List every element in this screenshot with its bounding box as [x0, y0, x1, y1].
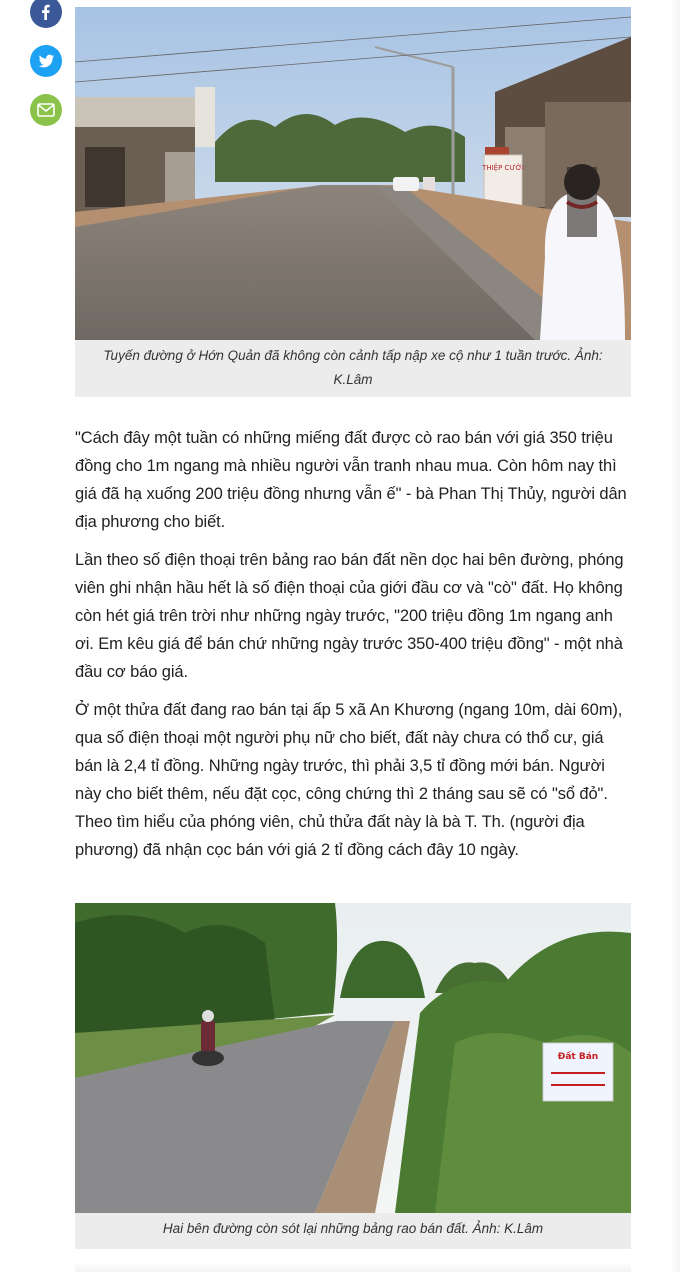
figure-caption: Hai bên đường còn sót lại những bảng rao bán đất. Ảnh: K.Lâm — [162, 1221, 544, 1236]
twitter-icon — [38, 53, 55, 70]
figure-rural-road-photo — [75, 903, 631, 1249]
figure-street-photo — [75, 7, 631, 397]
article-body — [75, 424, 635, 874]
page-fade — [75, 1262, 631, 1272]
street-photo — [75, 7, 631, 340]
paragraph: Ở một thửa đất đang rao bán tại ấp 5 xã An Khương (ngang 10m, dài 60m), qua số điện thoại một người phụ nữ cho biết, đất này chưa có thổ cư, giá bán là 2,4 tỉ đồng. Những ngày trước, thì phải 3,5 tỉ đồng mới bán. Người này cho biết thêm, nếu đặt cọc, công chứng thì 2 tháng sau sẽ có "sổ đỏ". Theo tìm hiểu của phóng viên, chủ thửa đất này là bà T. Th. (người địa phương) đã nhận cọc bán với giá 2 tỉ đồng cách đây 10 ngày. — [75, 701, 623, 859]
paragraph: "Cách đây một tuần có những miếng đất được cò rao bán với giá 350 triệu đồng cho 1m ngang mà nhiều người vẫn tranh nhau mua. Còn hôm nay thì giá đã hạ xuống 200 triệu đồng nhưng vẫn ế" - bà Phan Thị Thủy, người dân địa phương cho biết. — [75, 429, 627, 531]
twitter-share-button[interactable] — [30, 45, 62, 77]
email-icon — [37, 103, 55, 117]
facebook-share-button[interactable] — [30, 0, 62, 28]
land-for-sale-sign: Đất Bán — [557, 1052, 599, 1062]
email-share-button[interactable] — [30, 94, 62, 126]
paragraph: Lần theo số điện thoại trên bảng rao bán đất nền dọc hai bên đường, phóng viên ghi nhận hầu hết là số điện thoại của giới đầu cơ và "cò" đất. Họ không còn hét giá trên trời như những ngày trước, "200 triệu đồng 1m ngang anh ơi. Em kêu giá để bán chứ những ngày trước 350-400 triệu đồng" - một nhà đầu cơ báo giá. — [75, 551, 624, 681]
figure-caption: Tuyến đường ở Hớn Quản đã không còn cảnh tấp nập xe cộ như 1 tuần trước. Ảnh: K.Lâm — [103, 348, 603, 387]
wedding-card-sign: THIỆP CƯỚI — [482, 164, 524, 172]
page-edge — [670, 0, 680, 1272]
rural-road-photo — [75, 903, 631, 1213]
facebook-icon — [38, 4, 54, 20]
